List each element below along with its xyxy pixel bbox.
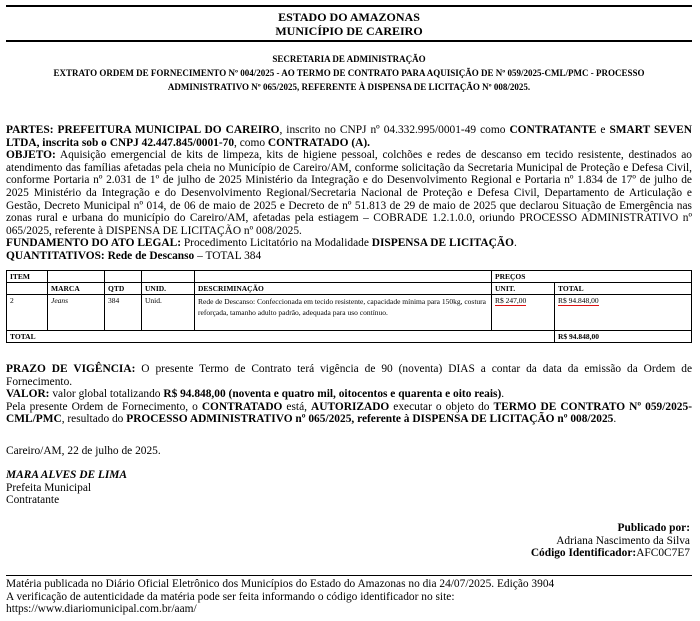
th-qtd: QTD <box>105 283 142 295</box>
th-unid: UNID. <box>142 283 195 295</box>
document-header <box>6 5 692 42</box>
contratante-name: PREFEITURA MUNICIPAL DO CAREIRO <box>57 124 280 136</box>
identifier-code: AFC0C7E7 <box>636 547 690 560</box>
quantitativos-item: Rede de Descanso <box>104 249 195 262</box>
signer-party: Contratante <box>6 494 60 507</box>
post-table-text <box>6 363 692 426</box>
items-table <box>6 270 692 343</box>
th-empty <box>195 271 492 283</box>
partes-label: PARTES: <box>6 124 54 136</box>
extract-title-line1: EXTRATO ORDEM DE FORNECIMENTO Nº 004/2025 - AO TERMO DE CONTRATO PARA AQUISIÇÃO DE Nº 059/2025-CML/PMC - PROCESSO <box>53 68 645 78</box>
th-empty <box>105 271 142 283</box>
ordem-bold-4: PROCESSO ADMINISTRATIVO nº 065/2025, referente à DISPENSA DE LICITAÇÃO nº 008/2025 <box>126 413 614 426</box>
th-empty <box>48 271 105 283</box>
publisher-name: Adriana Nascimento da Silva <box>556 534 690 547</box>
signature-block <box>6 469 127 507</box>
extract-title-line2: ADMINISTRATIVO Nº 065/2025, REFERENTE À DISPENSA DE LICITAÇÃO Nº 008/2025. <box>167 82 531 92</box>
table-header-row <box>7 271 692 283</box>
contratante-label: CONTRATANTE <box>509 124 597 136</box>
subheader <box>6 52 692 94</box>
state-title: ESTADO DO AMAZONAS <box>278 10 420 24</box>
objeto-label: OBJETO: <box>6 149 56 162</box>
cell-descr-line2: reforçada, tamanho adulto padrão, adequada para uso contínuo. <box>198 308 388 317</box>
ordem-bold-2: AUTORIZADO <box>311 400 390 413</box>
objeto-text: Aquisição emergencial de kits de limpeza, kits de higiene pessoal, colchões e redes de descanso em tecido resistente, destinados ao atendimento das famílias afetadas pela cheia no Município de Careiro/AM, conforme solicitação da Secretaria Municipal de Proteção e Defesa Civil, conforme Portaria nº 2.031 de 1º de julho de 2025 Ministério da Integração e do Desenvolvimento Regional e Portaria nº 1.834 de 17º de julho de 2025 Ministério da Integração e do Desenvolvimento Regional/Secretaria Nacional de Proteção e Defesa Civil, Departamento de Articulação e Gestão, Decreto Municipal nº 014, de 06 de maio de 2025 e Decreto de nº 51.813 de 29 de maio de 2025 que declarou Situação de Emergência nas zonas rural e urbana do município do Careiro/AM, afetadas pela estiagem – COBRADE 1.2.1.0.0, oriundo PROCESSO ADMINISTRATIVO nº 065/2025, referente à DISPENSA DE LICITAÇÃO nº 008/2025. <box>6 149 692 237</box>
objeto-paragraph <box>6 149 692 237</box>
municipality-title: MUNICÍPIO DE CAREIRO <box>275 24 423 38</box>
cell-total-value: R$ 94.848,00 <box>558 296 599 305</box>
cell-descr-line1: Rede de Descanso: Confeccionada em tecido resistente, capacidade mínima para 150kg, costura <box>198 297 487 306</box>
valor-bold: R$ 94.848,00 (noventa e quatro mil, oitocentos e quarenta e oito reais) <box>163 388 502 401</box>
cell-qtd: 384 <box>105 295 142 331</box>
identifier-line <box>531 547 690 560</box>
th-marca: MARCA <box>48 283 105 295</box>
signer-name: MARA ALVES DE LIMA <box>6 469 128 481</box>
ordem-text-3: executar o objeto do <box>389 400 494 413</box>
th-total: TOTAL <box>555 283 692 295</box>
th-precos: PREÇOS <box>492 271 692 283</box>
prazo-text: O presente Termo de Contrato terá vigência de 90 (noventa) DIAS a contar da data da emissão da Ordem de Fornecimento. <box>6 363 693 388</box>
th-descr: DESCRIMINAÇÃO <box>195 283 492 295</box>
ordem-text-2: está, <box>282 400 312 413</box>
partes-paragraph <box>6 124 692 149</box>
th-unit: UNIT. <box>492 283 555 295</box>
cell-total <box>555 295 692 331</box>
fundamento-paragraph <box>6 237 692 250</box>
total-label: TOTAL <box>7 331 555 343</box>
prazo-label: PRAZO DE VIGÊNCIA: <box>6 363 136 375</box>
footer-url: https://www.diariomunicipal.com.br/aam/ <box>6 603 197 616</box>
table-total-row <box>7 331 692 343</box>
valor-text: valor global totalizando <box>49 388 164 401</box>
valor-label: VALOR: <box>6 388 50 401</box>
secretariat-title: SECRETARIA DE ADMINISTRAÇÃO <box>272 54 426 64</box>
ordem-bold-1: CONTRATADO <box>201 400 283 413</box>
cell-unit-value: R$ 247,00 <box>495 296 527 305</box>
publication-footer <box>6 575 692 616</box>
ordem-text-4: , resultado do <box>61 413 127 426</box>
quantitativos-label: QUANTITATIVOS: <box>6 249 105 262</box>
date-line: Careiro/AM, 22 de julho de 2025. <box>6 445 161 457</box>
cell-unit <box>492 295 555 331</box>
footer-line2: A verificação de autenticidade da matéria pode ser feita informando o código identificador no site: <box>6 590 455 603</box>
valor-paragraph <box>6 388 692 401</box>
ordem-text-1: Pela presente Ordem de Fornecimento, o <box>6 400 202 413</box>
cnpj-text: , inscrito no CNPJ nº 04.332.995/0001-49 como <box>279 124 510 136</box>
contratado-label: CONTRATADO (A). <box>267 136 370 149</box>
quantitativos-paragraph <box>6 250 692 263</box>
fundamento-end: . <box>513 237 517 250</box>
th-empty <box>7 283 48 295</box>
cell-unid: Unid. <box>142 295 195 331</box>
table-row <box>7 295 692 331</box>
th-empty <box>142 271 195 283</box>
prazo-paragraph <box>6 363 692 388</box>
contratado-name: SMART SEVEN LTDA, inscrita sob o CNPJ 42.447.845/0001-70 <box>6 124 692 149</box>
ordem-paragraph <box>6 401 692 426</box>
published-label: Publicado por: <box>617 522 690 534</box>
total-value: R$ 94.848,00 <box>555 331 692 343</box>
fundamento-bold: DISPENSA DE LICITAÇÃO <box>371 237 514 250</box>
cell-item: 2 <box>7 295 48 331</box>
valor-end: . <box>501 388 505 401</box>
and-text: e <box>596 124 610 136</box>
quantitativos-total: – TOTAL 384 <box>194 249 262 262</box>
published-by <box>531 522 690 560</box>
footer-line1: Matéria publicada no Diário Oficial Eletrônico dos Municípios do Estado do Amazonas no dia 24/07/2025. Edição 3904 <box>6 578 555 590</box>
signer-role: Prefeita Municipal <box>6 481 92 494</box>
table-subheader-row <box>7 283 692 295</box>
document-body <box>6 124 692 263</box>
cell-descr <box>195 295 492 331</box>
identifier-label: Código Identificador: <box>530 547 637 560</box>
ordem-bold-3: TERMO DE CONTRATO Nº 059/2025-CML/PMC <box>6 400 692 426</box>
fundamento-text: Procedimento Licitatório na Modalidade <box>181 237 372 250</box>
ordem-text-5: . <box>613 413 617 426</box>
como-text: , como <box>234 136 268 149</box>
cell-marca: Jeans <box>48 295 105 331</box>
fundamento-label: FUNDAMENTO DO ATO LEGAL: <box>6 237 181 250</box>
th-item: ITEM <box>7 271 48 283</box>
